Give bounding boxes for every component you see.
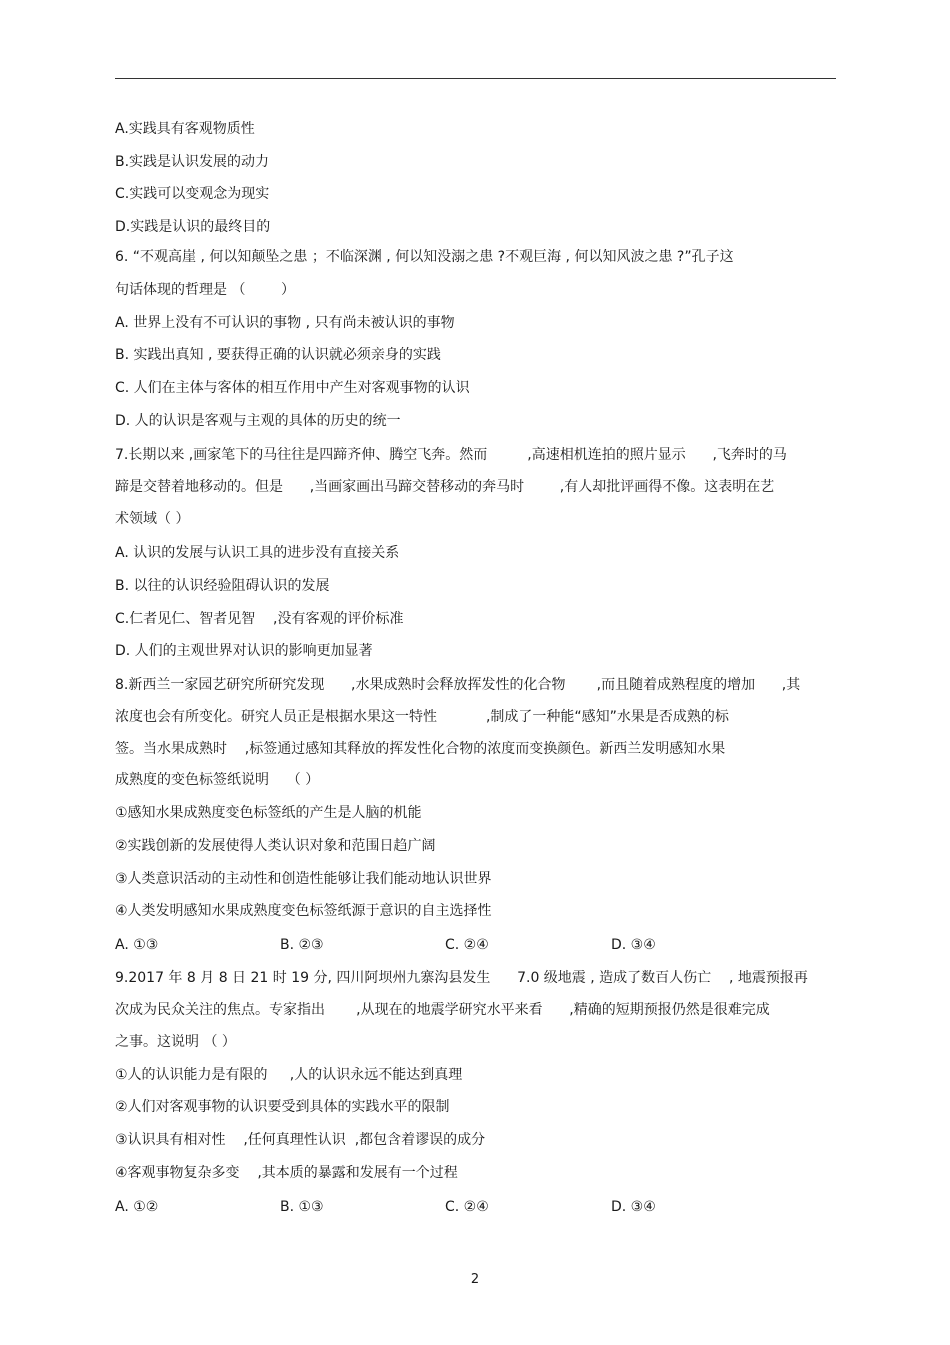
page-number: 2	[470, 1272, 480, 1287]
q6-option-c: C. 人们在主体与客体的相互作用中产生对客观事物的认识	[115, 380, 470, 396]
q7-option-c: C.仁者见仁、智者见智 ,没有客观的评价标准	[115, 611, 404, 627]
q7-stem-line-1: 7.长期以来 ,画家笔下的马往往是四蹄齐伸、腾空飞奔。然而 ,高速相机连拍的照片显示 ,飞奔时的马	[115, 447, 787, 463]
q9-option-a: A. ①②	[115, 1199, 159, 1215]
q7-stem-line-2: 蹄是交替着地移动的。但是 ,当画家画出马蹄交替移动的奔马时 ,有人却批评画得不像。这表明在艺	[115, 479, 775, 495]
q6-stem-line-1: 6. “不观高崖 , 何以知颠坠之患 ；不临深渊 , 何以知没溺之患 ?不观巨海 , 何以知风波之患 ?”孔子这	[115, 249, 734, 265]
q9-statement-4: ④客观事物复杂多变 ,其本质的暴露和发展有一个过程	[115, 1165, 458, 1181]
q9-statement-1: ①人的认识能力是有限的 ,人的认识永远不能达到真理	[115, 1067, 463, 1083]
q9-statement-2: ②人们对客观事物的认识要受到具体的实践水平的限制	[115, 1099, 450, 1115]
q8-stem-line-3: 签。当水果成熟时 ,标签通过感知其释放的挥发性化合物的浓度而变换颜色。新西兰发明感知水果	[115, 741, 726, 757]
q8-stem-line-1: 8.新西兰一家园艺研究所研究发现 ,水果成熟时会释放挥发性的化合物 ,而且随着成熟程度的增加 ,其	[115, 677, 801, 693]
q5-option-c: C.实践可以变观念为现实	[115, 186, 270, 202]
q9-answer-options	[115, 1197, 840, 1217]
q8-stem-line-4: 成熟度的变色标签纸说明 （ ）	[115, 772, 320, 788]
q8-option-a: A. ①③	[115, 937, 159, 953]
q6-option-d: D. 人的认识是客观与主观的具体的历史的统一	[115, 413, 401, 429]
q6-stem-line-2: 句话体现的哲理是 （ ）	[115, 282, 296, 298]
q8-statement-2: ②实践创新的发展使得人类认识对象和范围日趋广阔	[115, 838, 436, 854]
q9-statement-3: ③认识具有相对性 ,任何真理性认识 ,都包含着谬误的成分	[115, 1132, 486, 1148]
q5-option-a: A.实践具有客观物质性	[115, 121, 255, 137]
q8-option-d: D. ③④	[611, 937, 656, 953]
q5-option-d: D.实践是认识的最终目的	[115, 219, 271, 235]
q9-option-b: B. ①③	[280, 1199, 324, 1215]
q9-stem-line-3: 之事。这说明 （ ）	[115, 1034, 236, 1050]
q9-option-c: C. ②④	[445, 1199, 489, 1215]
q7-option-d: D. 人们的主观世界对认识的影响更加显著	[115, 643, 373, 659]
q7-option-a: A. 认识的发展与认识工具的进步没有直接关系	[115, 545, 400, 561]
header-rule	[115, 78, 836, 79]
q9-option-d: D. ③④	[611, 1199, 656, 1215]
q7-option-b: B. 以往的认识经验阻碍认识的发展	[115, 578, 330, 594]
q8-statement-4: ④人类发明感知水果成熟度变色标签纸源于意识的自主选择性	[115, 903, 492, 919]
q9-stem-line-2: 次成为民众关注的焦点。专家指出 ,从现在的地震学研究水平来看 ,精确的短期预报仍然是很难完成	[115, 1002, 770, 1018]
q9-stem-line-1: 9.2017 年 8 月 8 日 21 时 19 分, 四川阿坝州九寨沟县发生 7.0 级地震 , 造成了数百人伤亡 , 地震预报再	[115, 970, 808, 986]
q8-statement-3: ③人类意识活动的主动性和创造性能够让我们能动地认识世界	[115, 871, 492, 887]
q8-stem-line-2: 浓度也会有所变化。研究人员正是根据水果这一特性 ,制成了一种能“感知”水果是否成熟的标	[115, 709, 729, 725]
q8-statement-1: ①感知水果成熟度变色标签纸的产生是人脑的机能	[115, 805, 422, 821]
q8-option-b: B. ②③	[280, 937, 324, 953]
q5-option-b: B.实践是认识发展的动力	[115, 154, 270, 170]
q8-option-c: C. ②④	[445, 937, 489, 953]
q6-option-b: B. 实践出真知 , 要获得正确的认识就必须亲身的实践	[115, 347, 441, 363]
q6-option-a: A. 世界上没有不可认识的事物 , 只有尚未被认识的事物	[115, 315, 455, 331]
q7-stem-line-3: 术领域（ ）	[115, 511, 190, 527]
q8-answer-options	[115, 935, 840, 955]
